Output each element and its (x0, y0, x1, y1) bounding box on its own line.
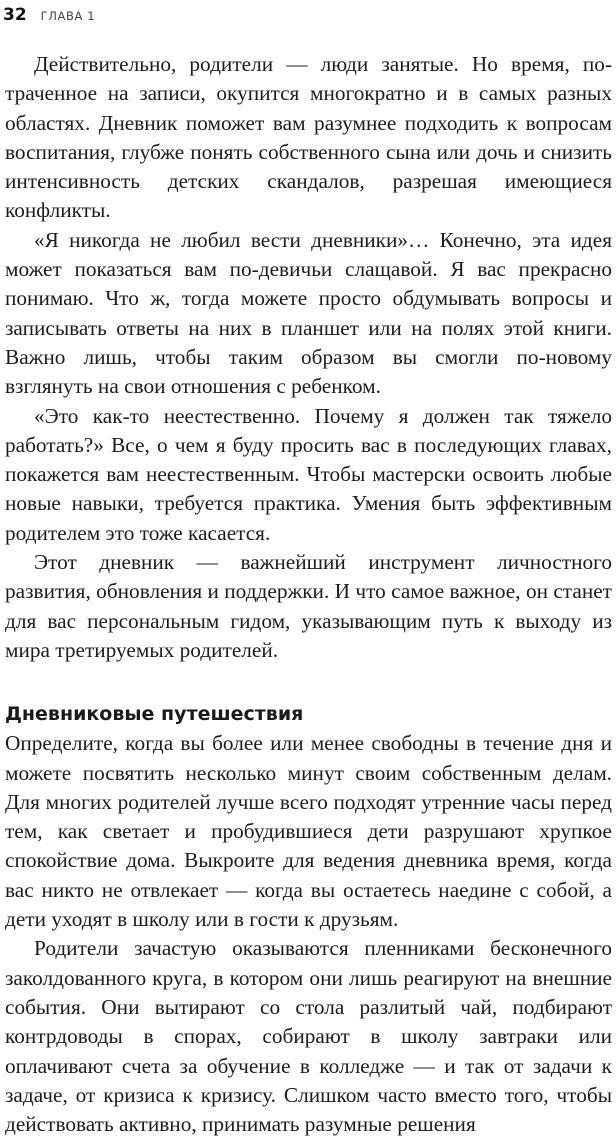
paragraph: Этот дневник — важнейший инструмент личностного развития, обновления и поддержки. И что самое важное, он станет для вас персональным гидом, указывающим путь к выходу из мира третируемых родителей. (5, 550, 612, 662)
body-text (5, 50, 612, 1139)
chapter-label: ГЛАВА 1 (40, 9, 96, 23)
section-spacer (5, 665, 612, 701)
paragraph: «Это как-то неестественно. Почему я должен так тяжело работать?» Все, о чем я буду просить вас в последующих главах, покажется вам неестественным. Чтобы мастерски освоить любые новые навыки, требуется практика. Умения быть эффективным родителем это тоже касается. (5, 403, 612, 545)
running-head (3, 5, 95, 27)
paragraph: Родители зачастую оказываются пленниками бесконечного заколдованного круга, в котором они лишь реагируют на внешние события. Они вытирают со стола разлитый чай, подбирают контрдоводы в спорах, собирают в школу завтраки или оплачивают счета за обучение в колледже — и так от задачи к задаче, от кризиса к кризису. Слишком часто вместо того, чтобы действовать активно, принимать разумные решения (5, 936, 612, 1137)
paragraph: Действительно, родители — люди занятые. Но время, потраченное на записи, окупится многократно и в самых разных областях. Дневник поможет вам разумнее подходить к вопросам воспитания, глубже понять собственного сына или дочь и снизить интенсивность детских скандалов, разрешая имеющиеся конфликты. (5, 52, 612, 223)
paragraph: Определите, когда вы более или менее свободны в течение дня и можете посвятить несколько минут своим собственным делам. Для многих родителей лучше всего подходят утренние часы перед тем, как светает и пробудившиеся дети разрушают хрупкое спокойствие дома. Выкроите для ведения дневника время, когда вас никто не отвлекает — когда вы остаетесь наедине с собой, а дети уходят в школу или в гости к друзьям. (5, 731, 612, 932)
page-number: 32 (3, 5, 27, 25)
section-heading: Дневниковые путешествия (5, 703, 304, 726)
paragraph: «Я никогда не любил вести дневники»… Конечно, эта идея может показаться вам по-девичьи слащавой. Я вас прекрасно понимаю. Что ж, тогда можете просто обдумывать вопросы и записывать ответы на них в планшет или на полях этой книги. Важно лишь, чтобы таким образом вы смогли по-новому взглянуть на свои отношения с ребенком. (5, 227, 612, 399)
